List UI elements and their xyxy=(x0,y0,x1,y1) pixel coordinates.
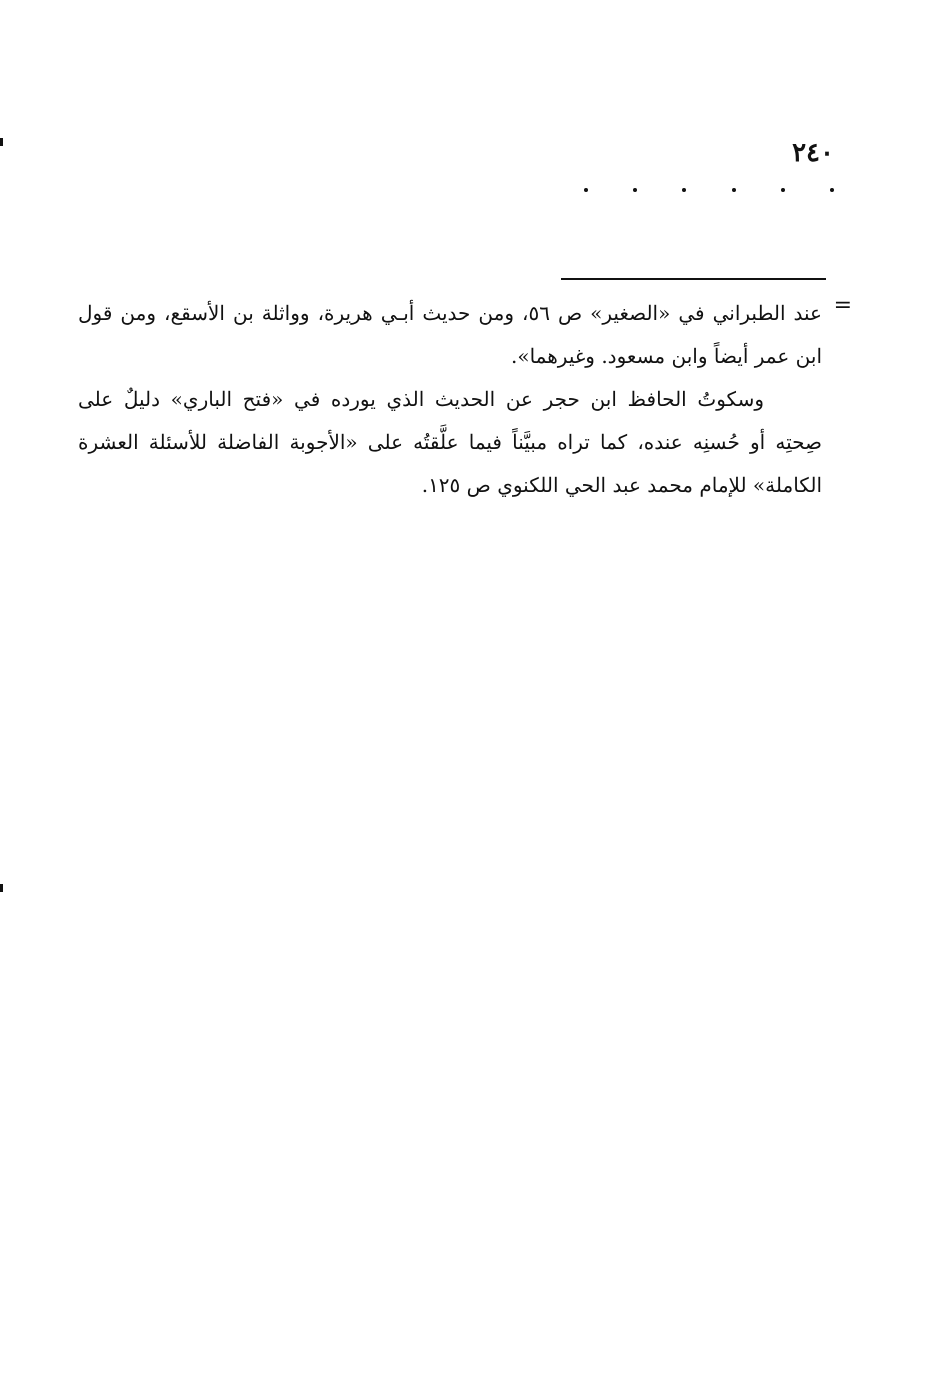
ellipsis-dot xyxy=(682,188,686,192)
ellipsis-dot xyxy=(781,188,785,192)
footnote-continued-text: عند الطبراني في «الصغير» ص ٥٦، ومن حديث أبـي هريرة، وواثلة بن الأسقع، ومن قول ابن عمر أيضاً وابن مسعود. وغيرهما». xyxy=(78,301,822,368)
scan-margin-mark xyxy=(0,884,3,892)
ellipsis-dot xyxy=(584,188,588,192)
scan-margin-mark xyxy=(0,138,3,146)
footnote-block xyxy=(78,292,822,507)
footnote-paragraph: وسكوتُ الحافظ ابن حجر عن الحديث الذي يورده في «فتح الباري» دليلٌ على صِحتِه أو حُسنِه عنده، كما تراه مبيَّناً فيما علَّقتُه على «الأجوبة الفاضلة للأسئلة العشرة الكاملة» للإمام محمد عبد الحي اللكنوي ص ١٢٥. xyxy=(78,387,822,497)
ellipsis-dot-row xyxy=(584,188,834,202)
ellipsis-dot xyxy=(830,188,834,192)
ellipsis-dot xyxy=(732,188,736,192)
page-number: ٢٤٠ xyxy=(792,138,834,168)
footnote-continuation-mark: = xyxy=(833,293,852,318)
footnote-separator-rule xyxy=(561,278,826,280)
ellipsis-dot xyxy=(633,188,637,192)
